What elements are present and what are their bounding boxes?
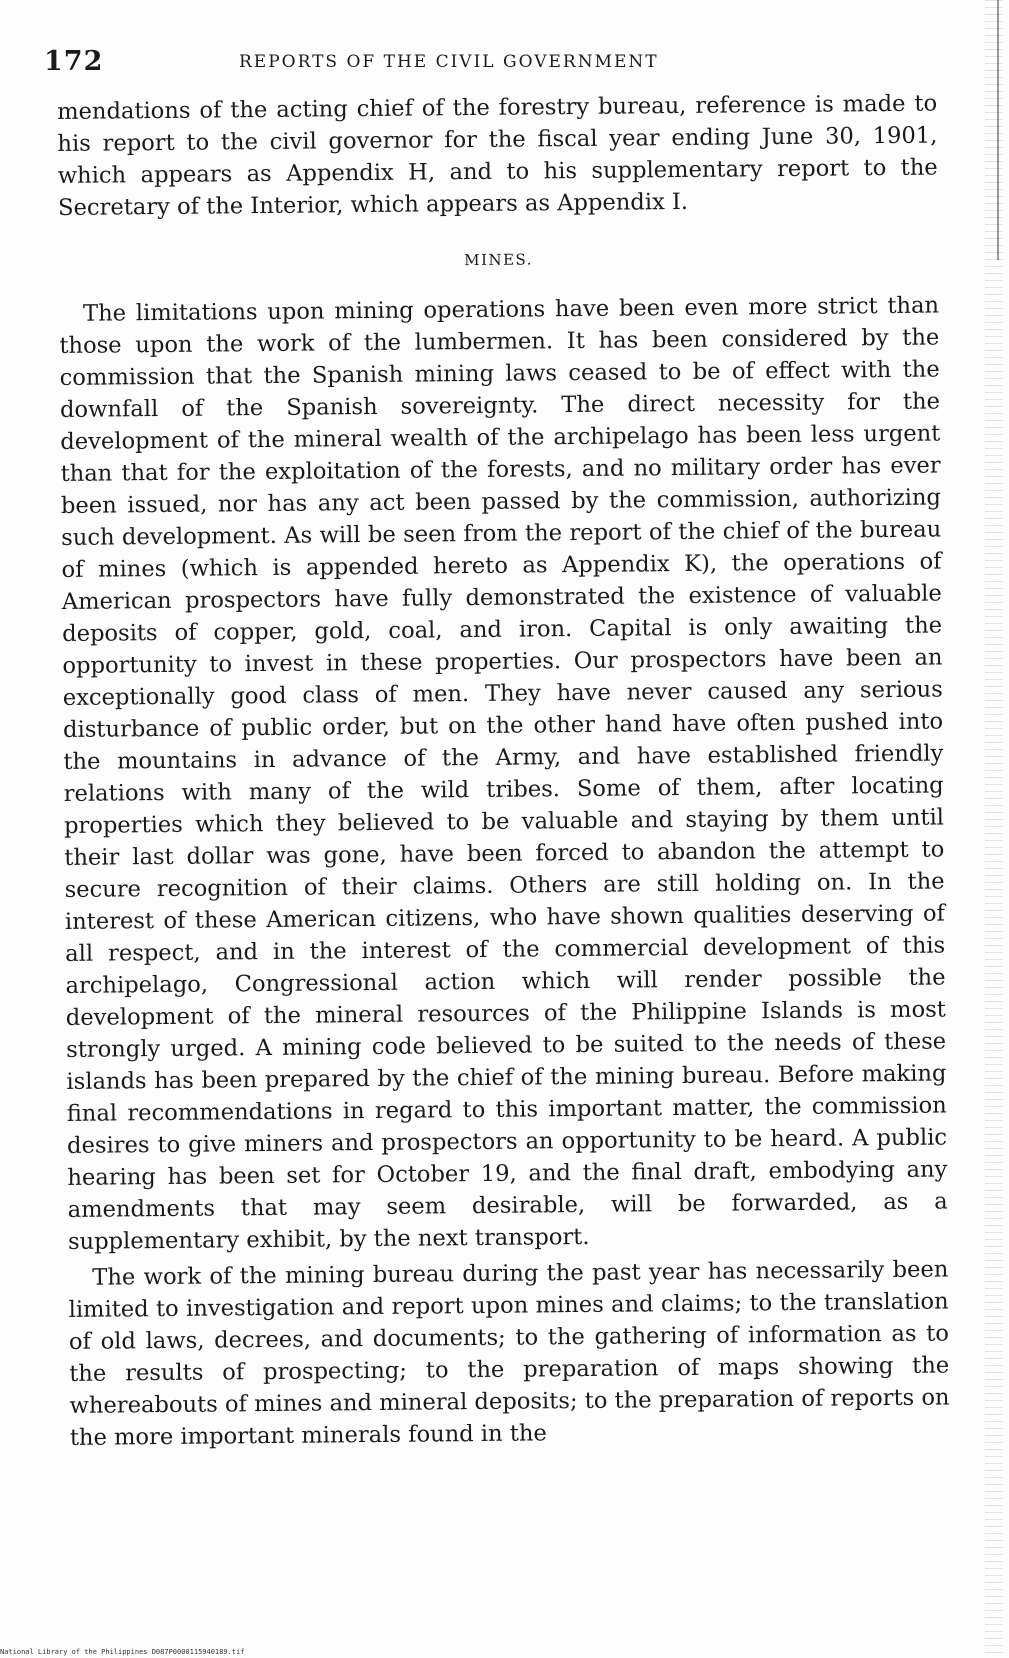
scan-edge-noise — [985, 0, 1003, 1658]
scan-credit-footer: National Library of the Philippines D087P0000115940189.tif — [0, 1648, 245, 1656]
running-title: REPORTS OF THE CIVIL GOVERNMENT — [239, 52, 659, 72]
section-heading-mines: MINES. — [464, 250, 534, 270]
paragraph-mining-limitations: The limitations upon mining operations have been even more strict than those upon the work of the lumbermen. It has been considered by the commission that the Spanish mining laws ceased to be of effect with the downfall of the Spanish sovereignty. The direct necessity for the development of the mineral wealth of the archipelago has been less urgent than that for the exploitation of the forests, and no military order has ever been issued, nor has any act been passed by the commission, authorizing such development. As will be seen from the report of the chief of the bureau of mines (which is appended hereto as Appendix K), the operations of American prospectors have fully demonstrated the existence of valuable deposits of copper, gold, coal, and iron. Capital is only awaiting the opportunity to invest in these properties. Our prospectors have been an exceptionally good class of men. They have never caused any serious disturbance of public order, but on the other hand have often pushed into the mountains in advance of the Army, and have established friendly relations with many of the wild tribes. Some of them, after locating properties which they believed to be valuable and staying by them until their last dollar was gone, have been forced to abandon the attempt to secure recognition of their claims. Others are still holding on. In the interest of these American citizens, who have shown qualities deserving of all respect, and in the interest of the commercial development of this archipelago, Congressional action which will render possible the development of the mineral resources of the Philippine Islands is most strongly urged. A mining code believed to be suited to the needs of these islands has been prepared by the chief of the mining bureau. Before making final recommendations in regard to this important matter, the commission desires to give miners and prospectors an opportunity to be heard. A public hearing has been set for October 19, and the final draft, embodying any amendments that may seem desirable, will be forwarded, as a supplementary exhibit, by the next transport. — [59, 292, 948, 1255]
paragraph-mining-bureau-work: The work of the mining bureau during the past year has necessarily been limited to investigation and report upon mines and claims; to the translation of old laws, decrees, and documents; to the gathering of information as to the results of prospecting; to the preparation of maps showing the whereabouts of mines and mineral deposits; to the preparation of reports on the more important minerals found in the — [68, 1256, 950, 1451]
paragraph-forestry-continuation: mendations of the acting chief of the forestry bureau, reference is made to his report to the civil governor for the fiscal year ending June 30, 1901, which appears as Appendix H, and to his supplementary report to the Secretary of the Interior, which appears as Appendix I. — [57, 90, 938, 221]
scan-edge-line — [997, 0, 999, 260]
running-head — [44, 46, 944, 76]
body-text — [57, 88, 950, 1454]
page-number: 172 — [44, 46, 104, 77]
